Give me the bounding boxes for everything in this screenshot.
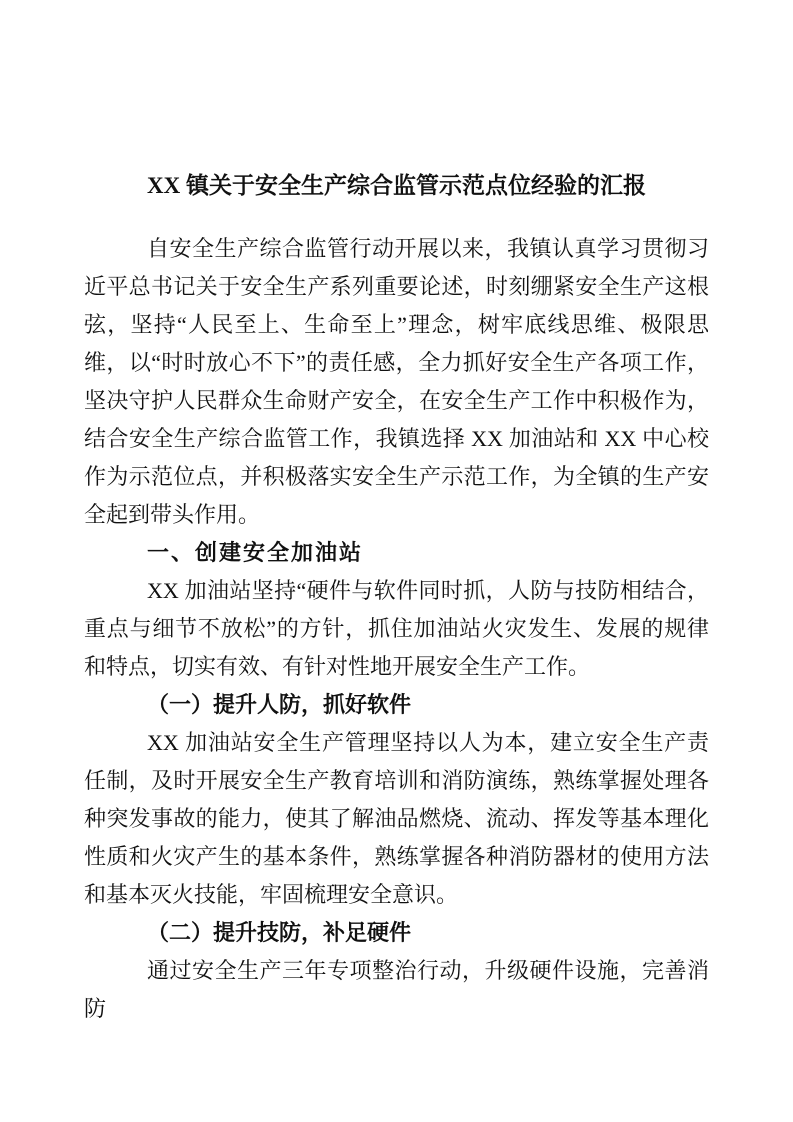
section-heading-1: 一、创建安全加油站 bbox=[147, 540, 364, 565]
paragraph-intro: 自安全生产综合监管行动开展以来，我镇认真学习贯彻习近平总书记关于安全生产系列重要论述，时刻绷紧安全生产这根弦，坚持“人民至上、生命至上”理念，树牢底线思维、极限思维，以“时时放心不下”的责任感，全力抓好安全生产各项工作，坚决守护人民群众生命财产安全，在安全生产工作中积极作为，结合安全生产综合监管工作，我镇选择 XX 加油站和 XX 中心校作为示范位点，并积极落实安全生产示范工作，为全镇的生产安全起到带头作用。 bbox=[84, 236, 710, 527]
paragraph-gas-station: XX 加油站坚持“硬件与软件同时抓，人防与技防相结合，重点与细节不放松”的方针，抓住加油站火灾发生、发展的规律和特点，切实有效、有针对性地开展安全生产工作。 bbox=[84, 578, 709, 679]
paragraph-tech-defense: 通过安全生产三年专项整治行动，升级硬件设施，完善消防 bbox=[84, 958, 709, 1021]
subsection-heading-1-1: （一）提升人防，抓好软件 bbox=[147, 692, 412, 717]
document-title: XX 镇关于安全生产综合监管示范点位经验的汇报 bbox=[147, 173, 646, 198]
paragraph-human-defense: XX 加油站安全生产管理坚持以人为本，建立安全生产责任制，及时开展安全生产教育培训和消防演练，熟练掌握处理各种突发事故的能力，使其了解油品燃烧、流动、挥发等基本理化性质和火灾产生的基本条件，熟练掌握各种消防器材的使用方法和基本灭火技能，牢固梳理安全意识。 bbox=[84, 730, 709, 907]
subsection-heading-1-2: （二）提升技防，补足硬件 bbox=[147, 920, 412, 945]
